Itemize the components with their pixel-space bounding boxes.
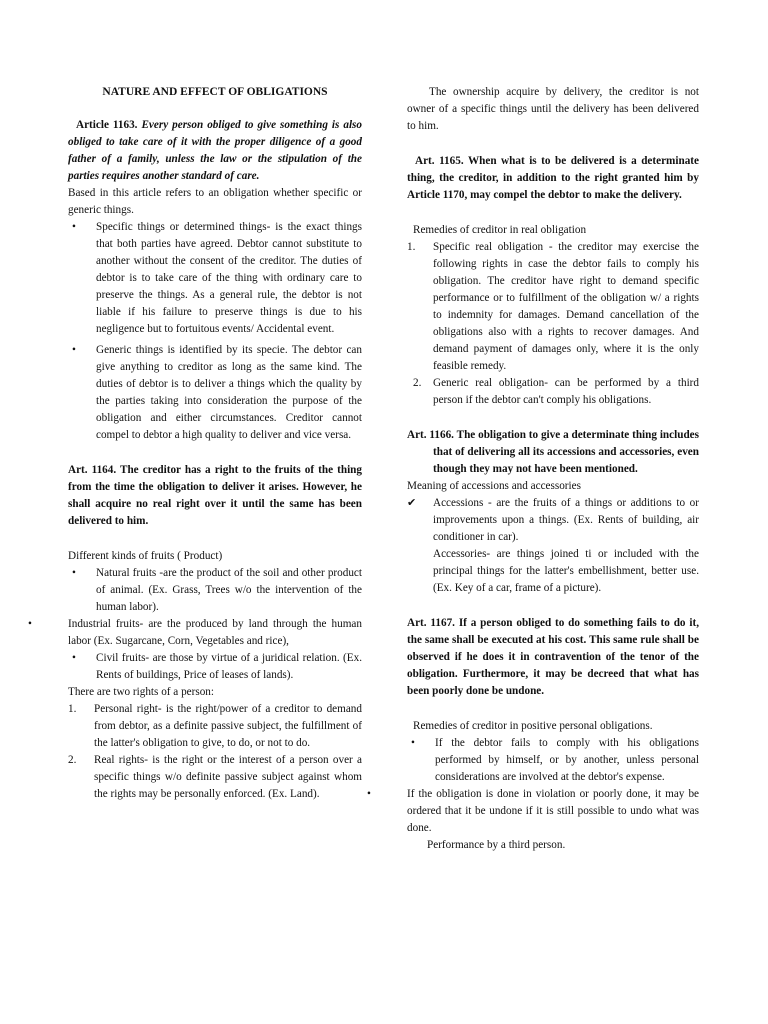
civil-fruits-list bbox=[68, 650, 362, 684]
real-rights-item bbox=[68, 752, 362, 803]
generic-things-item: • Generic things is identified by its specie. The debtor can give anything to creditor as long as the same kind. The duties of debtor is to deliver a things which the quality by the parties taking into consideration the purpose of the obligation and either circumstances. Creditor cannot compel to debtor a high quality to deliver and vice versa. bbox=[68, 342, 362, 444]
rights-heading: There are two rights of a person: bbox=[68, 686, 215, 698]
fruits-list bbox=[68, 565, 362, 616]
generic-real-obligation-text: Generic real obligation- can be performed by a third person if the debtor can't comply his obligations. bbox=[433, 377, 699, 406]
natural-fruits-item: • Natural fruits -are the product of the soil and other product of animal. (Ex. Grass, Trees w/o the intervention of the human labor). bbox=[68, 565, 362, 616]
list-number: 2. bbox=[413, 377, 422, 389]
personal-right-text: Personal right- is the right/power of a creditor to demand from debtor, as a definite passive subject, the fulfillment of the latter's obligation to give, to do, or not to do. bbox=[94, 703, 362, 749]
accessions-item bbox=[407, 495, 699, 546]
rights-list bbox=[68, 701, 362, 803]
article-1163 bbox=[68, 117, 362, 185]
list-number: 2. bbox=[68, 754, 77, 766]
generic-real-obligation-item bbox=[407, 375, 699, 409]
ownership-paragraph: The ownership acquire by delivery, the creditor is not owner of a specific things until the delivery has been delivered to him. bbox=[407, 86, 699, 132]
accessories-text: Accessories- are things joined ti or included with the principal things for the latter's embellishment, better use. (Ex. Key of a car, frame of a picture). bbox=[433, 548, 699, 594]
undo-remedy-list bbox=[407, 786, 699, 837]
article-1163-text: Every person obliged to give something is also obliged to take care of it with the proper diligence of a good father of a family, unless the law or the stipulation of the parties requires another standard of care. bbox=[68, 119, 362, 182]
article-1167: Art. 1167. If a person obliged to do something fails to do it, the same shall be executed at his cost. This same rule shall be observed if he does it in contravention of the tenor of the obligation. Furthermore, it may be decreed that what has been poorly done be undone. bbox=[407, 617, 699, 697]
specific-things-item: • Specific things or determined things- is the exact things that both parties have agreed. Debtor cannot substitute to another without the consent of the creditor. The duties of debtor is to take care of the thing with ordinary care to preserve the things. As a general rule, the debtor is not liable if his failure to preserve things is due to his negligence but to fortuitous events/ Accidental event. bbox=[68, 219, 362, 338]
third-person-text: Performance by a third person. bbox=[427, 839, 566, 851]
specific-real-obligation-text: Specific real obligation - the creditor may exercise the following rights in case the debtor fails to comply his obligation. The creditor have right to demand specific performance or to fulfillment of the obligation w/ a rights to indemnity for damages. Demand cancellation of the obligations also with a rights to recover damages. And demand payment of damages only, where it is the only feasible remedy. bbox=[433, 241, 699, 372]
personal-remedy-item: • If the debtor fails to comply with his obligations performed by himself, or by another, unless personal considerations are involved at the debtor's expense. bbox=[407, 735, 699, 786]
real-rights-text: Real rights- is the right or the interest of a person over a specific things w/o definite passive subject against whom the rights may be personally enforced. (Ex. Land). bbox=[94, 754, 362, 800]
article-1165: Art. 1165. When what is to be delivered is a determinate thing, the creditor, in addition to the right granted him by Article 1170, may compel the debtor to make the delivery. bbox=[407, 155, 699, 201]
things-list bbox=[68, 219, 362, 444]
accessions-text: Accessions - are the fruits of a things or additions to or improvements upon a things. (Ex. Rents of building, air conditioner in car). bbox=[433, 497, 699, 543]
undo-remedy-item: • If the obligation is done in violation or poorly done, it may be ordered that it be undone if it is still possible to undo what was done. bbox=[407, 786, 699, 837]
document-title: NATURE AND EFFECT OF OBLIGATIONS bbox=[102, 86, 328, 98]
specific-real-obligation-item bbox=[407, 239, 699, 375]
fruits-heading: Different kinds of fruits ( Product) bbox=[68, 550, 223, 562]
article-1164: Art. 1164. The creditor has a right to the fruits of the thing from the time the obligation to deliver it arises. However, he shall acquire no real right over it until the same has been delivered to him. bbox=[68, 464, 362, 527]
industrial-fruits-item: • Industrial fruits- are the produced by land through the human labor (Ex. Sugarcane, Corn, Vegetables and rice), bbox=[68, 616, 362, 650]
remedies-personal-heading: Remedies of creditor in positive personal obligations. bbox=[413, 720, 653, 732]
civil-fruits-item: • Civil fruits- are those by virtue of a juridical relation. (Ex. Rents of buildings, Price of leases of lands). bbox=[68, 650, 362, 684]
checkmark-icon: ✔ bbox=[407, 497, 417, 509]
left-column bbox=[68, 84, 362, 803]
remedies-real-heading: Remedies of creditor in real obligation bbox=[413, 224, 587, 236]
article-1166 bbox=[407, 427, 699, 478]
remedies-real-list bbox=[407, 239, 699, 409]
article-1166-text: The obligation to give a determinate thing includes that of delivering all its accessions and accessories, even though they may not have been mentioned. bbox=[433, 429, 699, 475]
list-number: 1. bbox=[407, 241, 416, 253]
personal-right-item bbox=[68, 701, 362, 752]
industrial-fruits-list bbox=[68, 616, 362, 650]
right-column bbox=[407, 84, 699, 854]
article-1163-number: Article 1163. bbox=[76, 119, 138, 131]
list-number: 1. bbox=[68, 703, 77, 715]
remedies-personal-list bbox=[407, 735, 699, 786]
article-1163-explanation: Based in this article refers to an obligation whether specific or generic things. bbox=[68, 187, 362, 216]
article-1166-number: Art. 1166. bbox=[407, 429, 454, 441]
meaning-heading: Meaning of accessions and accessories bbox=[407, 480, 581, 492]
